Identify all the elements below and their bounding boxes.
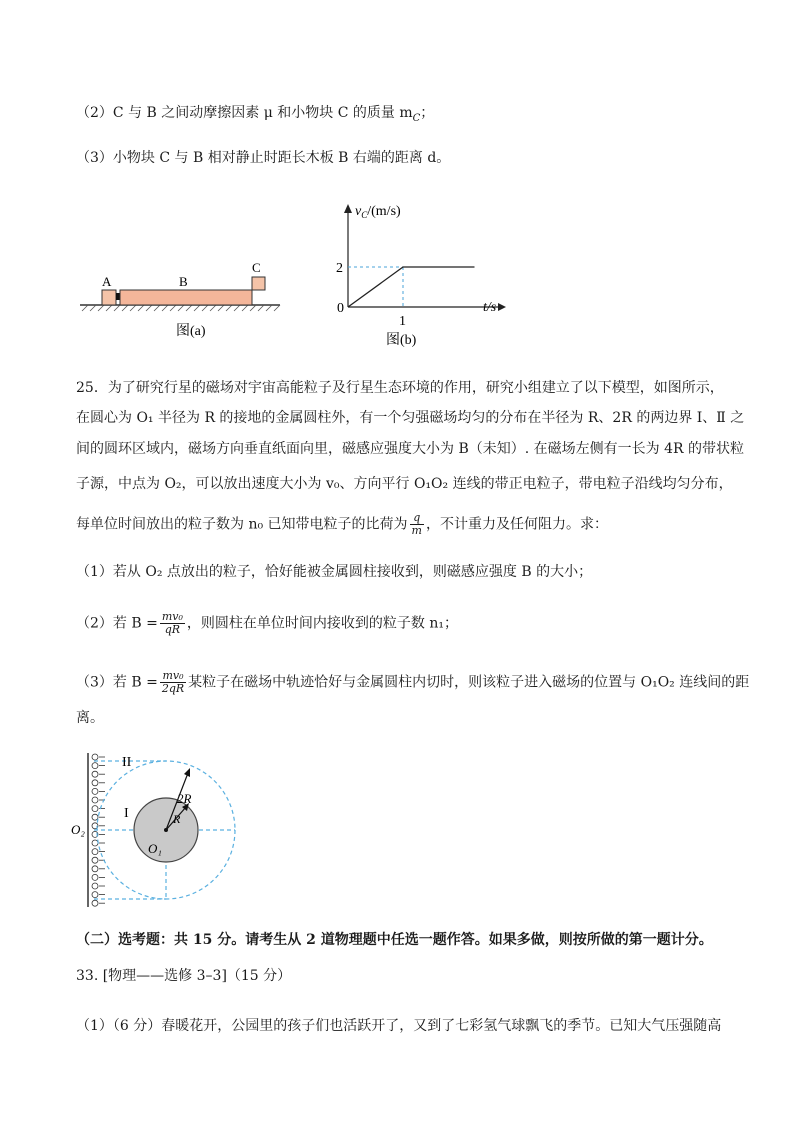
q25-line-3: 间的圆环区域内，磁场方向垂直纸面向里，磁感应强度大小为 B（未知）. 在磁场左侧有一长为 4R 的带状粒 (76, 441, 744, 457)
x-axis-arrow (498, 303, 506, 311)
source-particle (92, 892, 98, 898)
label-o1: O₁ (148, 841, 162, 856)
figure-a-blocks (80, 255, 290, 350)
b-fraction-1: $\frac{\text{mv₀}}{qR}$ (161, 610, 183, 636)
y-tick-label-2: 2 (336, 261, 343, 276)
caption-b: 图(b) (386, 333, 417, 348)
figure-c-magnetic-ring (68, 745, 248, 920)
question-33-part-1: （1）（6 分）春暖花开，公园里的孩子们也活跃开了，又到了七彩氢气球飘飞的季节。已知大气压强随高 (76, 1018, 722, 1034)
source-particle (92, 883, 98, 889)
y-axis-label: $v_C/(m/s)$ (355, 204, 401, 220)
source-particle (92, 866, 98, 872)
source-particle (92, 797, 98, 803)
source-particle (92, 840, 98, 846)
question-3-text: （3）小物块 C 与 B 相对静止时距长木板 B 右端的距离 d。 (76, 150, 451, 166)
caption-a: 图(a) (176, 324, 206, 339)
label-a: A (102, 274, 112, 289)
x-tick-label-1: 1 (399, 314, 406, 329)
source-particle (92, 763, 98, 769)
source-particle (92, 754, 98, 760)
label-ii: II (122, 755, 132, 770)
label-i: I (124, 806, 129, 821)
source-particle (92, 806, 98, 812)
origin-label: 0 (337, 301, 344, 316)
source-particle (92, 814, 98, 820)
q25-sub-3-cont: 离。 (76, 710, 104, 726)
question-2-text: （2）C 与 B 之间动摩擦因素 μ 和小物块 C 的质量 $m_C$； (76, 105, 435, 124)
source-particle (92, 849, 98, 855)
series-line-vc (348, 267, 475, 307)
q25-sub-3: （3）若 B = $\frac{\text{mv₀}}{2qR}$ 某粒子在磁场中轨迹恰好与金属圆柱内切时，则该粒子进入磁场的位置与 O₁O₂ 连线间的距 (76, 669, 750, 695)
label-b: B (179, 274, 188, 289)
board-b (120, 290, 252, 305)
q25-sub-2: （2）若 B = $\frac{\text{mv₀}}{qR}$ ，则圆柱在单位时间内接收到的粒子数 n₁； (76, 610, 458, 636)
b-fraction-2: $\frac{\text{mv₀}}{2qR}$ (161, 669, 185, 695)
source-particle (92, 874, 98, 880)
block-c (252, 277, 265, 290)
source-particle (92, 788, 98, 794)
block-a (102, 290, 116, 305)
x-axis-label: t/s (483, 300, 497, 315)
q25-line-1: 25．为了研究行星的磁场对宇宙高能粒子及行星生态环境的作用，研究小组建立了以下模型，如图所示， (76, 380, 724, 396)
charge-mass-fraction: $\frac{q}{m}$ (411, 511, 422, 537)
q25-line-2: 在圆心为 O₁ 半径为 R 的接地的金属圆柱外，有一个匀强磁场均匀的分布在半径为 R、2R 的两边界 Ⅰ、Ⅱ 之 (76, 410, 745, 426)
source-particle (92, 857, 98, 863)
y-axis-arrow (344, 204, 352, 213)
q25-line-5: 每单位时间放出的粒子数为 n₀ 已知带电粒子的比荷为 $\frac{q}{m}$ ，不计重力及任何阻力。求： (76, 511, 608, 537)
q25-line-4: 子源，中点为 O₂，可以放出速度大小为 v₀、方向平行 O₁O₂ 连线的带正电粒子，带电粒子沿线均匀分布， (76, 476, 733, 492)
question-33-title: 33. [物理——选修 3–3]（15 分） (76, 968, 292, 984)
source-particle (92, 900, 98, 906)
source-particle (92, 780, 98, 786)
label-c: C (252, 260, 261, 275)
figure-b-vt-graph (328, 195, 518, 355)
connector (116, 293, 120, 300)
q25-sub-1: （1）若从 O₂ 点放出的粒子，恰好能被金属圆柱接收到，则磁感应强度 B 的大小； (76, 564, 593, 580)
label-o2: O₂ (71, 822, 85, 837)
section-2-heading: （二）选考题：共 15 分。请考生从 2 道物理题中任选一题作答。如果多做，则按所做的第一题计分。 (76, 932, 713, 948)
label-r: R (173, 812, 181, 826)
floor-hatching (82, 305, 280, 311)
source-particle (92, 771, 98, 777)
label-2r: 2R (177, 791, 192, 806)
